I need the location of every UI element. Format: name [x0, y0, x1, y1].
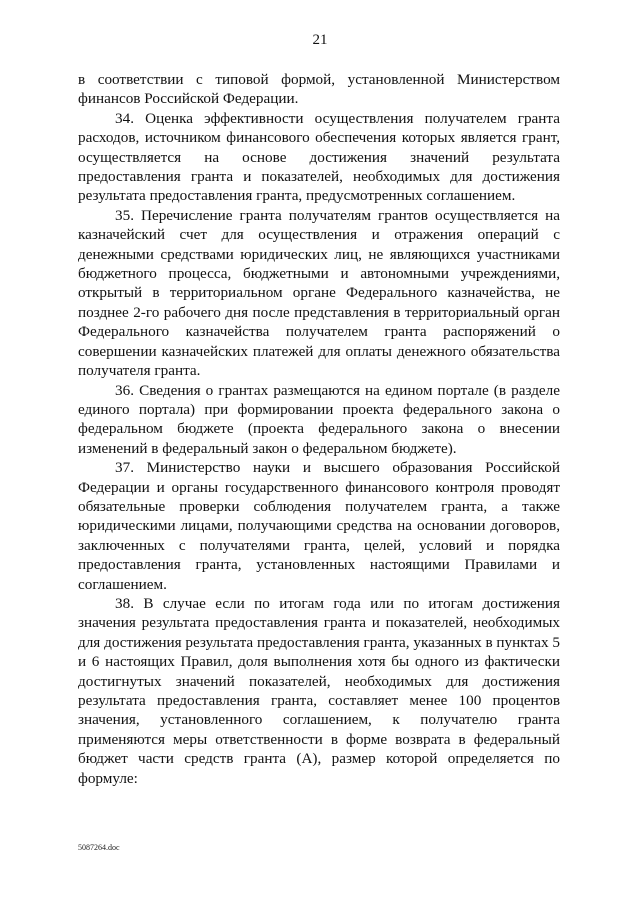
document-file-reference: 5087264.doc [78, 843, 120, 852]
paragraph-35: 35. Перечисление гранта получателям грантов осуществляется на казначейский счет для осуществления и отражения операций с денежными средствами юридических лиц, не являющихся участниками бюджетного процесса, бюджетными и автономными учреждениями, открытый в территориальном органе Федерального казначейства, не позднее 2-го рабочего дня после представления в территориальный орган Федерального казначейства получателем гранта распоряжений о совершении казначейских платежей для оплаты денежного обязательства получателя гранта. [78, 206, 560, 380]
paragraph-continuation: в соответствии с типовой формой, установленной Министерством финансов Российской Федерации. [78, 71, 560, 108]
paragraph-34: 34. Оценка эффективности осуществления получателем гранта расходов, источником финансового обеспечения которых является грант, осуществляется на основе достижения значений результата предоставления гранта и показателей, необходимых для достижения результата предоставления гранта, предусмотренных соглашением. [78, 109, 560, 205]
paragraph-38: 38. В случае если по итогам года или по итогам достижения значения результата предоставления гранта и показателей, необходимых для достижения результата предоставления гранта, указанных в пунктах 5 и 6 настоящих Правил, доля выполнения хотя бы одного из фактически достигнутых значений показателей, необходимых для достижения результата предоставления гранта, составляет менее 100 процентов значения, установленного соглашением, к получателю гранта применяются меры ответственности в форме возврата в федеральный бюджет части средств гранта (А), размер которой определяется по формуле: [78, 594, 561, 787]
paragraph-37: 37. Министерство науки и высшего образования Российской Федерации и органы государственного финансового контроля проводят обязательные проверки соблюдения получателем гранта, а также юридическими лицами, получающими средства на основании договоров, заключенных с получателями гранта, целей, условий и порядка предоставления гранта, установленных настоящими Правилами и соглашением. [78, 459, 560, 593]
paragraph-36: 36. Сведения о грантах размещаются на едином портале (в разделе единого портала) при формировании проекта федерального закона о федеральном бюджете (проекта федерального закона о внесении изменений в федеральный закон о федеральном бюджете). [78, 381, 560, 457]
document-body [78, 70, 560, 788]
page-number: 21 [312, 32, 328, 48]
